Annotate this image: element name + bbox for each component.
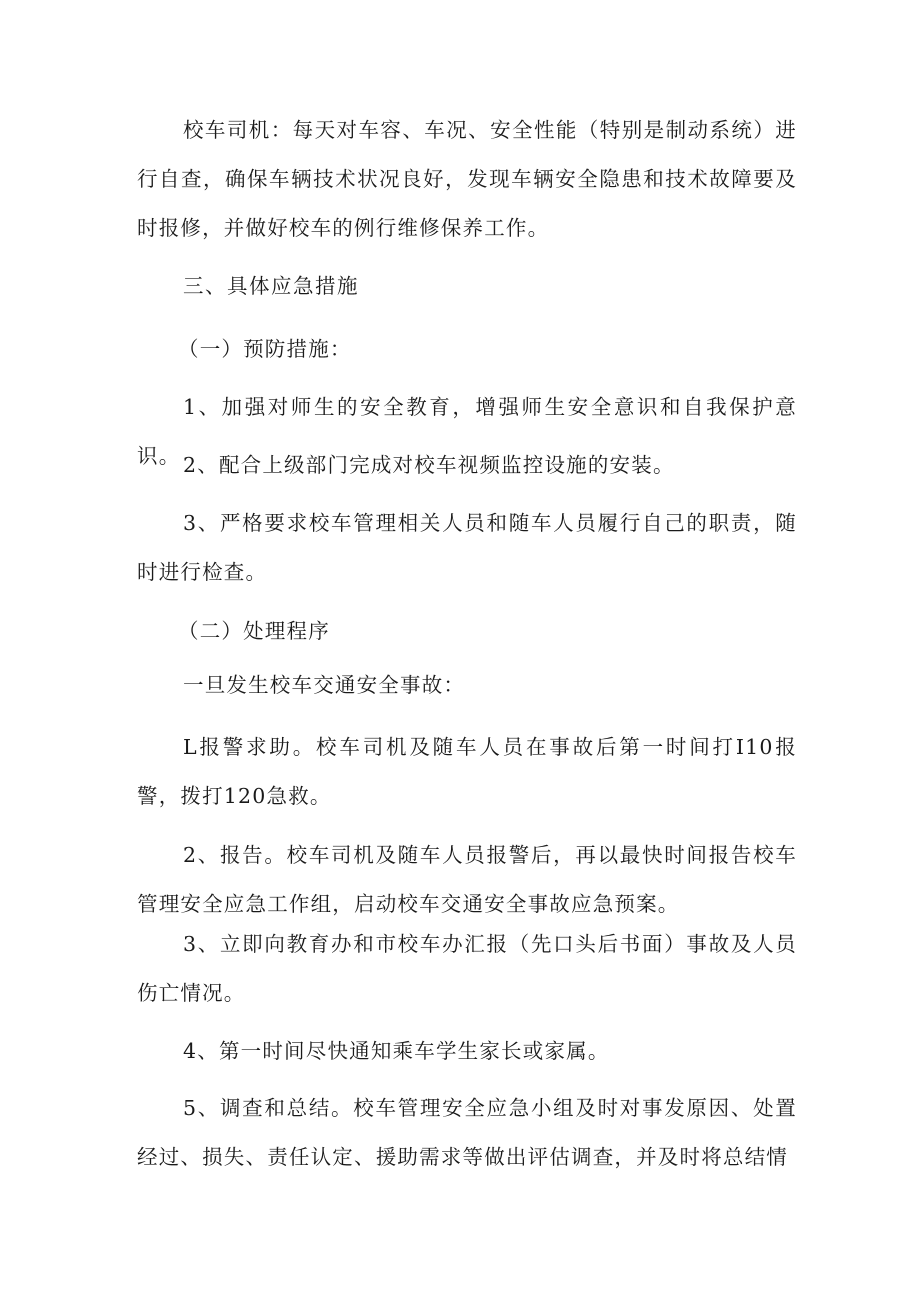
procedure-step-3: 3、立即向教育办和市校车办汇报（先口头后书面）事故及人员伤亡情况。 [137, 932, 797, 1005]
procedure-step-2: 2、报告。校车司机及随车人员报警后，再以最快时间报告校车管理安全应急工作组，启动校车交通安全事故应急预案。 [137, 843, 797, 916]
prevention-item-1: 1、加强对师生的安全教育，增强师生安全意识和自我保护意识。 [137, 395, 797, 468]
driver-duty-paragraph: 校车司机：每天对车容、车况、安全性能（特别是制动系统）进行自查，确保车辆技术状况良好，发现车辆安全隐患和技术故障要及时报修，并做好校车的例行维修保养工作。 [137, 118, 797, 240]
procedure-step-5: 5、调查和总结。校车管理安全应急小组及时对事发原因、处置经过、损失、责任认定、援助需求等做出评估调查，并及时将总结情 [137, 1096, 797, 1169]
section-heading-emergency-measures: 三、具体应急措施 [183, 274, 359, 298]
subheading-procedure: （二）处理程序 [178, 619, 330, 643]
procedure-intro: 一旦发生校车交通安全事故： [183, 673, 466, 697]
procedure-step-1: L报警求助。校车司机及随车人员在事故后第一时间打I10报警，拨打120急救。 [137, 735, 797, 808]
subheading-prevention: （一）预防措施： [178, 337, 352, 361]
prevention-item-3: 3、严格要求校车管理相关人员和随车人员履行自己的职责，随时进行检查。 [137, 511, 797, 584]
prevention-item-2: 2、配合上级部门完成对校车视频监控设施的安装。 [183, 453, 675, 477]
procedure-step-4: 4、第一时间尽快通知乘车学生家长或家属。 [183, 1039, 610, 1063]
